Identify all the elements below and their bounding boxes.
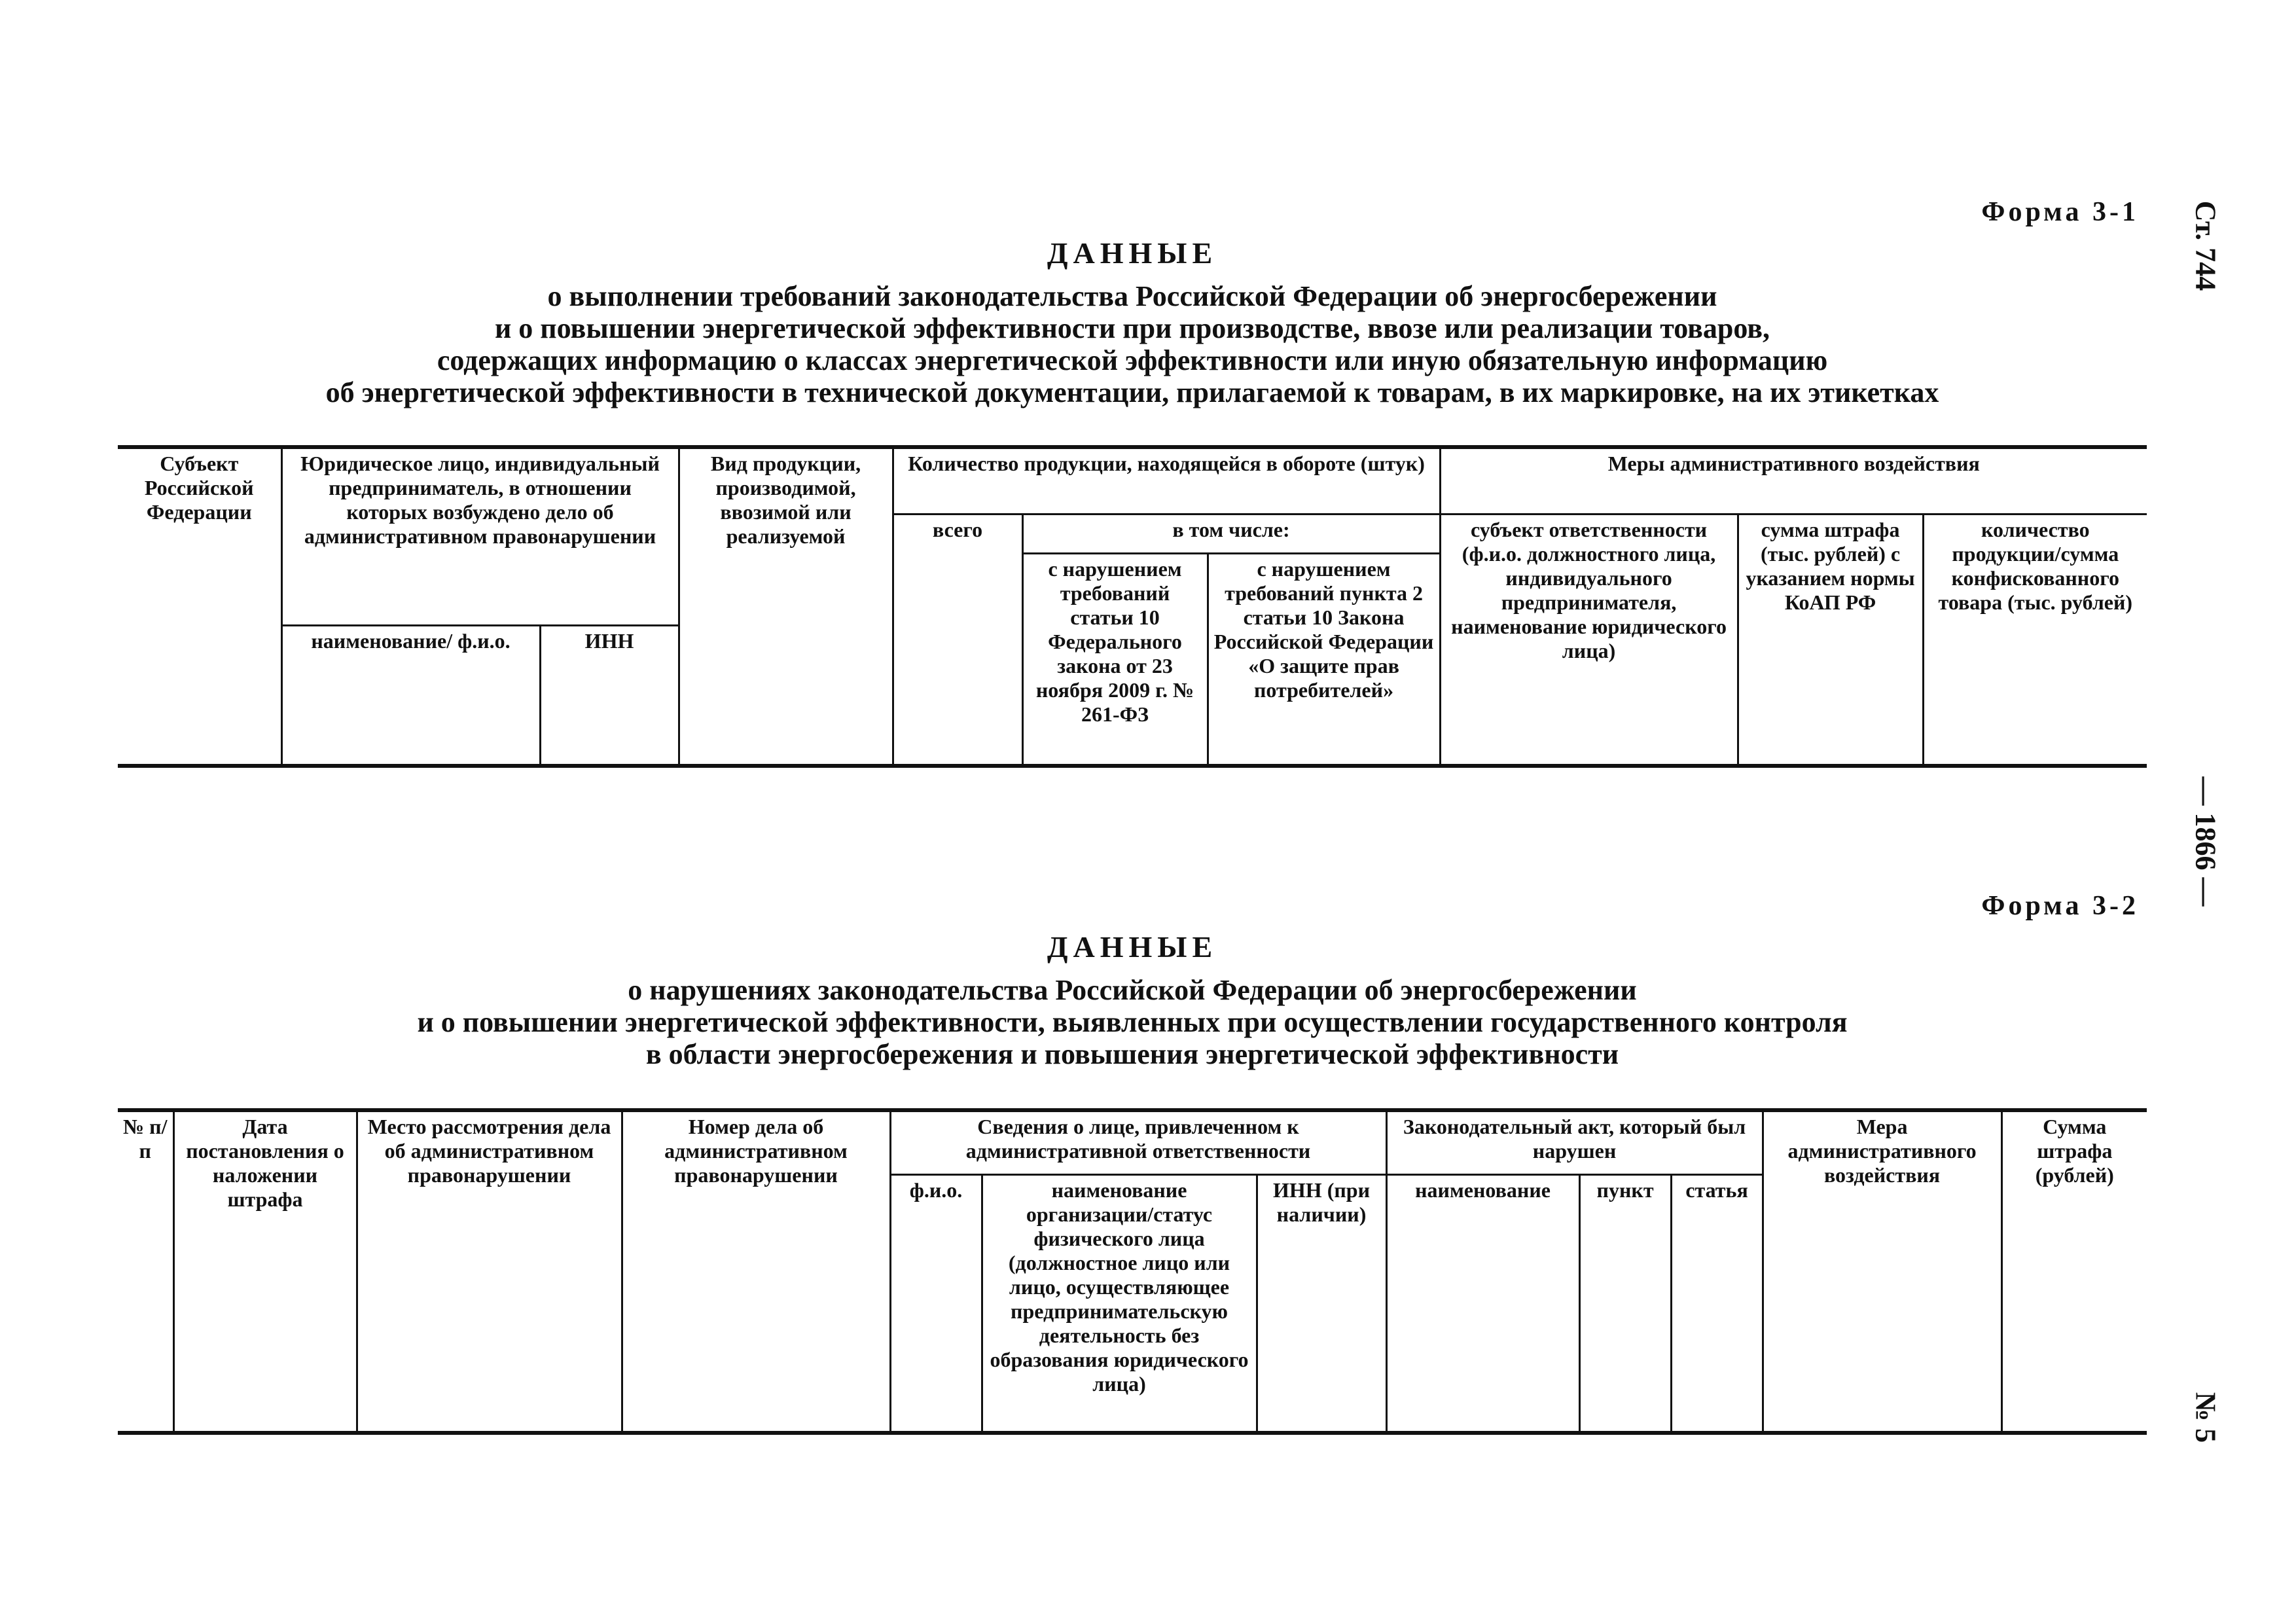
subtitle-line: о нарушениях законодательства Российской Федерации об энергосбережении — [628, 974, 1637, 1006]
header-confiscated: количество продукции/сумма конфискованного товара (тыс. рублей) — [1923, 514, 2147, 766]
header-product-type: Вид продукции, производимой, ввозимой или реализуемой — [679, 447, 893, 766]
header-num: № п/п — [118, 1110, 173, 1433]
subtitle-line: в области энергосбережения и повышения энергетической эффективности — [645, 1038, 1619, 1070]
subtitle-line: содержащих информацию о классах энергетической эффективности или иную обязательную информацию — [437, 344, 1828, 376]
header-fine-sum: Сумма штрафа (рублей) — [2001, 1110, 2147, 1433]
form2-subtitle — [118, 974, 2147, 1070]
header-name: наименование/ ф.и.о. — [281, 625, 540, 766]
header-case-number: Номер дела об административном правонарушении — [622, 1110, 890, 1433]
header-fio: ф.и.о. — [890, 1174, 982, 1433]
header-responsible: субъект ответственности (ф.и.о. должностного лица, индивидуального предпринимателя, наименование юридического лица) — [1440, 514, 1738, 766]
header-total: всего — [893, 514, 1022, 766]
header-clause: пункт — [1579, 1174, 1671, 1433]
header-org-name: наименование организации/статус физического лица (должностное лицо или лицо, осуществляющее предпринимательскую деятельность без образования юридического лица) — [982, 1174, 1257, 1433]
form2-title: ДАННЫЕ — [1047, 930, 1218, 964]
form2-table — [118, 1108, 2147, 1435]
header-legal-entity: Юридическое лицо, индивидуальный предприниматель, в отношении которых возбуждено дело об административном правонарушении — [281, 447, 679, 625]
form1-subtitle — [118, 280, 2147, 408]
header-person: Сведения о лице, привлеченном к административной ответственности — [890, 1110, 1386, 1174]
page-number: — 1866 — — [2189, 776, 2222, 907]
header-admin-measures: Меры административного воздействия — [1440, 447, 2147, 514]
header-inn: ИНН — [540, 625, 679, 766]
subtitle-line: о выполнении требований законодательства Российской Федерации об энергосбережении — [547, 280, 1717, 312]
form-label-3-2: Форма 3-2 — [1981, 891, 2139, 921]
header-quantity: Количество продукции, находящейся в обороте (штук) — [893, 447, 1440, 514]
subtitle-line: и о повышении энергетической эффективности при производстве, ввозе или реализации товаров, — [494, 312, 1770, 344]
header-measure: Мера административного воздействия — [1763, 1110, 2001, 1433]
header-place: Место рассмотрения дела об административном правонарушении — [357, 1110, 622, 1433]
header-fine: сумма штрафа (тыс. рублей) с указанием нормы КоАП РФ — [1738, 514, 1923, 766]
issue-number: № 5 — [2189, 1392, 2222, 1443]
header-subject: Субъект Российской Федерации — [118, 447, 281, 766]
subtitle-line: и о повышении энергетической эффективности, выявленных при осуществлении государственного контроля — [417, 1006, 1848, 1038]
page-reference: Ст. 744 — [2189, 200, 2222, 291]
header-inn: ИНН (при наличии) — [1257, 1174, 1386, 1433]
form1-title: ДАННЫЕ — [1047, 236, 1218, 270]
form1-table — [118, 445, 2147, 768]
header-date: Дата постановления о наложении штрафа — [173, 1110, 357, 1433]
header-violation-261fz: с нарушением требований статьи 10 Федерального закона от 23 ноября 2009 г. № 261-ФЗ — [1022, 553, 1208, 766]
header-article: статья — [1671, 1174, 1763, 1433]
header-violation-consumer-law: с нарушением требований пункта 2 статьи 10 Закона Российской Федерации «О защите прав потребителей» — [1208, 553, 1440, 766]
header-law-name: наименование — [1386, 1174, 1579, 1433]
header-law: Законодательный акт, который был нарушен — [1386, 1110, 1763, 1174]
form-label-3-1: Форма 3-1 — [1981, 197, 2139, 227]
subtitle-line: об энергетической эффективности в технической документации, прилагаемой к товарам, в их маркировке, на их этикетках — [325, 376, 1939, 408]
header-including: в том числе: — [1022, 514, 1440, 553]
